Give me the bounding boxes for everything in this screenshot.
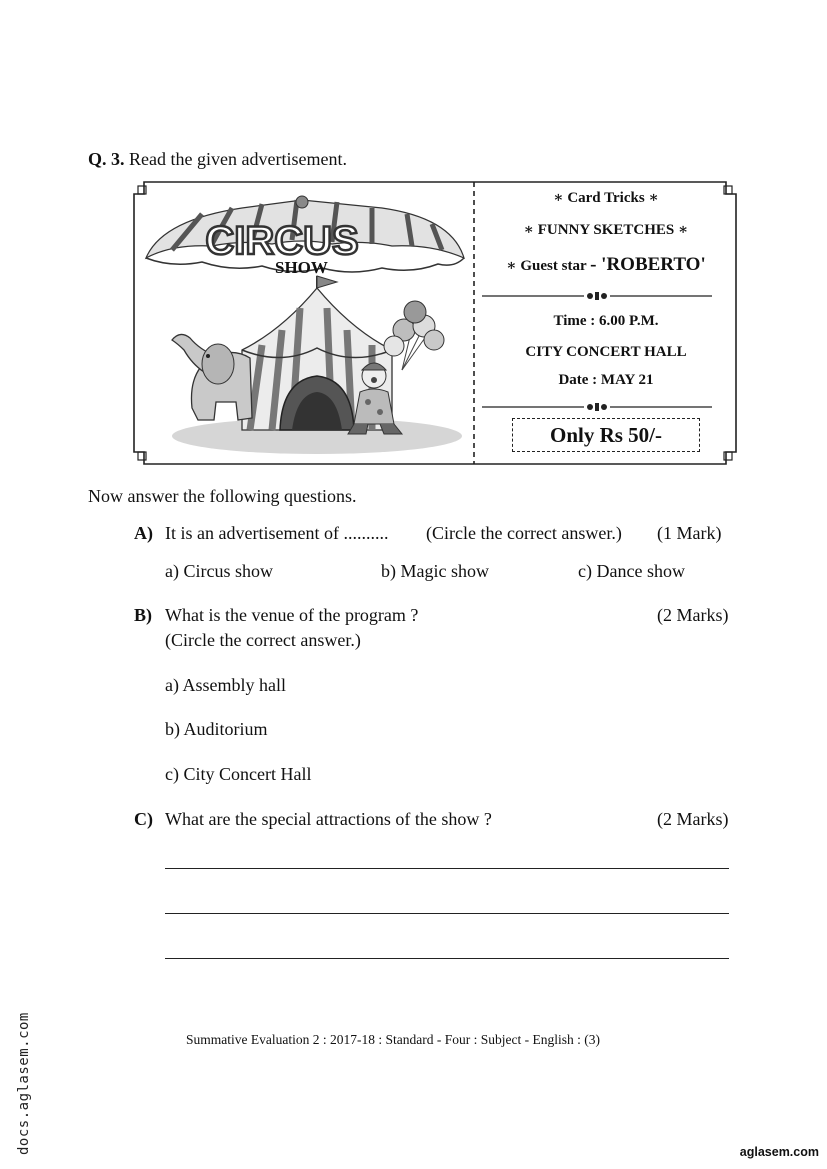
guest-star-line: ∗ Guest star - 'ROBERTO'	[506, 254, 706, 275]
question-a-text: It is an advertisement of ..........	[165, 523, 389, 543]
option-circus-show[interactable]: a) Circus show	[165, 561, 273, 581]
option-dance-show[interactable]: c) Dance show	[578, 561, 685, 581]
asterisk-icon: ∗	[553, 190, 564, 206]
question-b-hint: (Circle the correct answer.)	[165, 630, 361, 650]
question-a-marks: (1 Mark)	[657, 523, 722, 543]
page-footer: Summative Evaluation 2 : 2017-18 : Standard - Four : Subject - English : (3)	[186, 1032, 600, 1047]
asterisk-icon: ∗	[678, 222, 689, 238]
question-b-label: B)	[134, 605, 152, 625]
question-heading	[88, 149, 347, 170]
question-c-label: C)	[134, 809, 153, 829]
circus-logo: CIRCUS	[205, 219, 359, 263]
question-number: Q. 3.	[88, 149, 125, 169]
question-c-text: What are the special attractions of the show ?	[165, 809, 492, 829]
question-b-text: What is the venue of the program ?	[165, 605, 419, 625]
brand-mark: aglasem.com	[739, 1145, 819, 1159]
option-auditorium[interactable]: b) Auditorium	[165, 719, 268, 739]
ornament-divider	[482, 291, 712, 301]
question-b-marks: (2 Marks)	[657, 605, 729, 625]
option-assembly-hall[interactable]: a) Assembly hall	[165, 675, 286, 695]
feature-card-tricks: ∗ Card Tricks ∗	[553, 190, 659, 206]
circus-advertisement	[132, 180, 738, 466]
show-time: Time : 6.00 P.M.	[553, 313, 659, 329]
asterisk-icon: ∗	[523, 222, 534, 238]
question-a-label: A)	[134, 523, 153, 543]
guest-name: - 'ROBERTO'	[590, 254, 706, 275]
advert-details	[482, 180, 730, 466]
feature-funny-sketches: ∗ FUNNY SKETCHES ∗	[523, 222, 689, 238]
question-a-hint: (Circle the correct answer.)	[426, 523, 622, 543]
asterisk-icon: ∗	[506, 258, 517, 274]
asterisk-icon: ∗	[648, 190, 659, 206]
ticket-price: Only Rs 50/-	[512, 418, 700, 452]
side-watermark	[4, 1000, 34, 1160]
show-venue: CITY CONCERT HALL	[525, 344, 687, 360]
instruction-text: Now answer the following questions.	[88, 486, 357, 506]
ornament-divider	[482, 402, 712, 412]
question-c-marks: (2 Marks)	[657, 809, 729, 829]
show-date: Date : MAY 21	[558, 372, 654, 388]
side-url-text: docs.aglasem.com	[16, 1012, 32, 1155]
answer-line[interactable]	[165, 958, 729, 959]
question-text: Read the given advertisement.	[129, 149, 347, 169]
answer-line[interactable]	[165, 913, 729, 914]
option-city-concert-hall[interactable]: c) City Concert Hall	[165, 764, 312, 784]
show-subtitle: SHOW	[275, 258, 328, 277]
elephant-illustration	[172, 334, 252, 420]
option-magic-show[interactable]: b) Magic show	[381, 561, 489, 581]
answer-line[interactable]	[165, 868, 729, 869]
